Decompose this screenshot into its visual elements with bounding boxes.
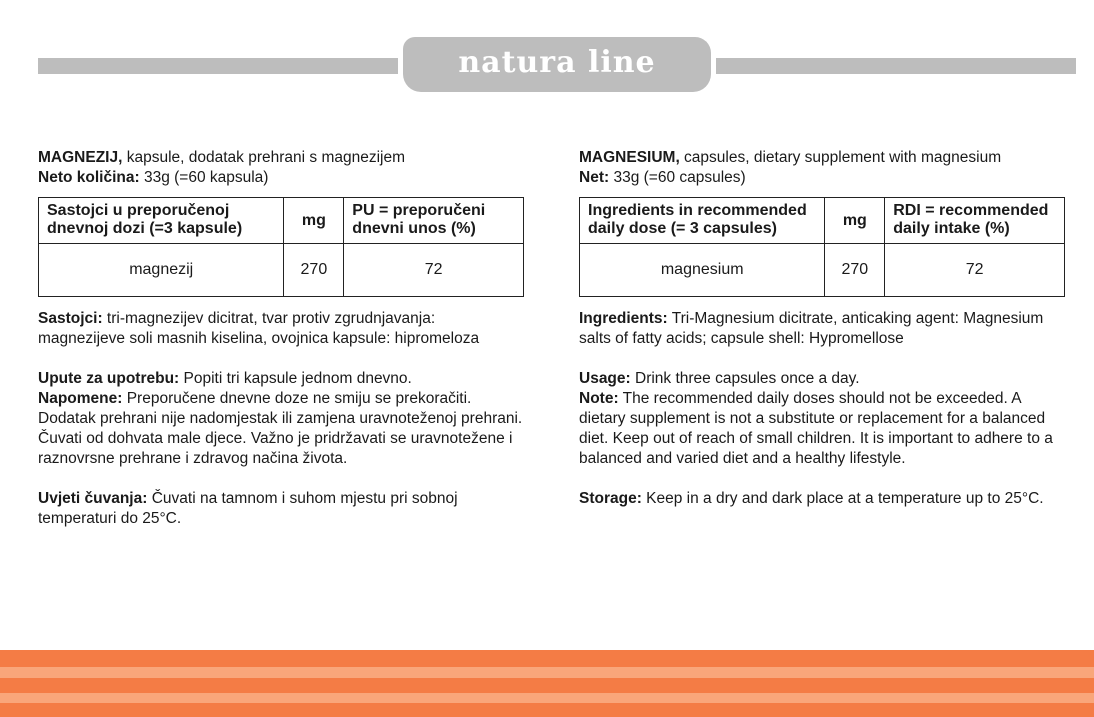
table-header-rdi: RDI = recommended daily intake (%) [885, 198, 1065, 244]
table-row [580, 244, 1065, 297]
table-cell-mg: 270 [825, 244, 885, 297]
table-cell-ingredient: magnesium [580, 244, 825, 297]
table-row [39, 244, 524, 297]
stripe-5 [0, 703, 1094, 717]
table-cell-ingredient: magnezij [39, 244, 284, 297]
nutrition-table-en [579, 197, 1065, 297]
table-header-ingredients: Sastojci u preporučenoj dnevnoj dozi (=3 kapsule) [39, 198, 284, 244]
table-cell-mg: 270 [284, 244, 344, 297]
storage-en: Storage: Keep in a dry and dark place at a temperature up to 25°C. [579, 490, 1044, 507]
usage-en: Usage: Drink three capsules once a day. [579, 370, 860, 387]
ingredients-hr: Sastojci: tri-magnezijev dicitrat, tvar protiv zgrudnjavanja: magnezijeve soli masnih kiselina, ovojnica kapsule: hipromeloza [38, 310, 480, 347]
stripe-1 [0, 650, 1094, 667]
stripe-3 [0, 678, 1094, 693]
nutrition-table-hr [38, 197, 524, 297]
table-cell-percent: 72 [344, 244, 524, 297]
brand-name: natura line [458, 45, 656, 80]
stripe-4 [0, 693, 1094, 703]
storage-hr: Uvjeti čuvanja: Čuvati na tamnom i suhom mjestu pri sobnoj temperaturi do 25°C. [38, 490, 458, 527]
table-header-row [580, 198, 1065, 244]
usage-hr: Upute za upotrebu: Popiti tri kapsule jednom dnevno. [38, 370, 412, 387]
brand-tab [403, 37, 711, 92]
table-header-ri: PU = preporučeni dnevni unos (%) [344, 198, 524, 244]
note-hr: Napomene: Preporučene dnevne doze ne smiju se prekoračiti. Dodatak prehrani nije nadomjestak ili zamjena uravnoteženoj prehrani. Čuvati od dohvata male djece. Važno je pridržavati se uravnotežene i raznovrsne prehrane i zdravog načina života. [38, 390, 523, 467]
table-header-mg: mg [825, 198, 885, 244]
table-header-ingredients: Ingredients in recommended daily dose (= 3 capsules) [580, 198, 825, 244]
english-column [579, 148, 1065, 509]
note-en: Note: The recommended daily doses should not be exceeded. A dietary supplement is not a substitute or replacement for a balanced diet. Keep out of reach of small children. It is important to adhere to a balanced and varied diet and a healthy lifestyle. [579, 390, 1053, 467]
net-quantity-hr: Neto količina: 33g (=60 kapsula) [38, 169, 269, 186]
table-header-mg: mg [284, 198, 344, 244]
table-cell-percent: 72 [885, 244, 1065, 297]
product-title-en: MAGNESIUM, capsules, dietary supplement with magnesium [579, 149, 1002, 166]
table-header-row [39, 198, 524, 244]
croatian-column [38, 148, 524, 529]
product-title-hr: MAGNEZIJ, kapsule, dodatak prehrani s magnezijem [38, 149, 406, 166]
ingredients-en: Ingredients: Tri-Magnesium dicitrate, anticaking agent: Magnesium salts of fatty acids; capsule shell: Hypromellose [579, 310, 1044, 347]
stripe-2 [0, 667, 1094, 678]
header-bar-left [38, 58, 398, 74]
header-bar-right [716, 58, 1076, 74]
net-quantity-en: Net: 33g (=60 capsules) [579, 169, 746, 186]
